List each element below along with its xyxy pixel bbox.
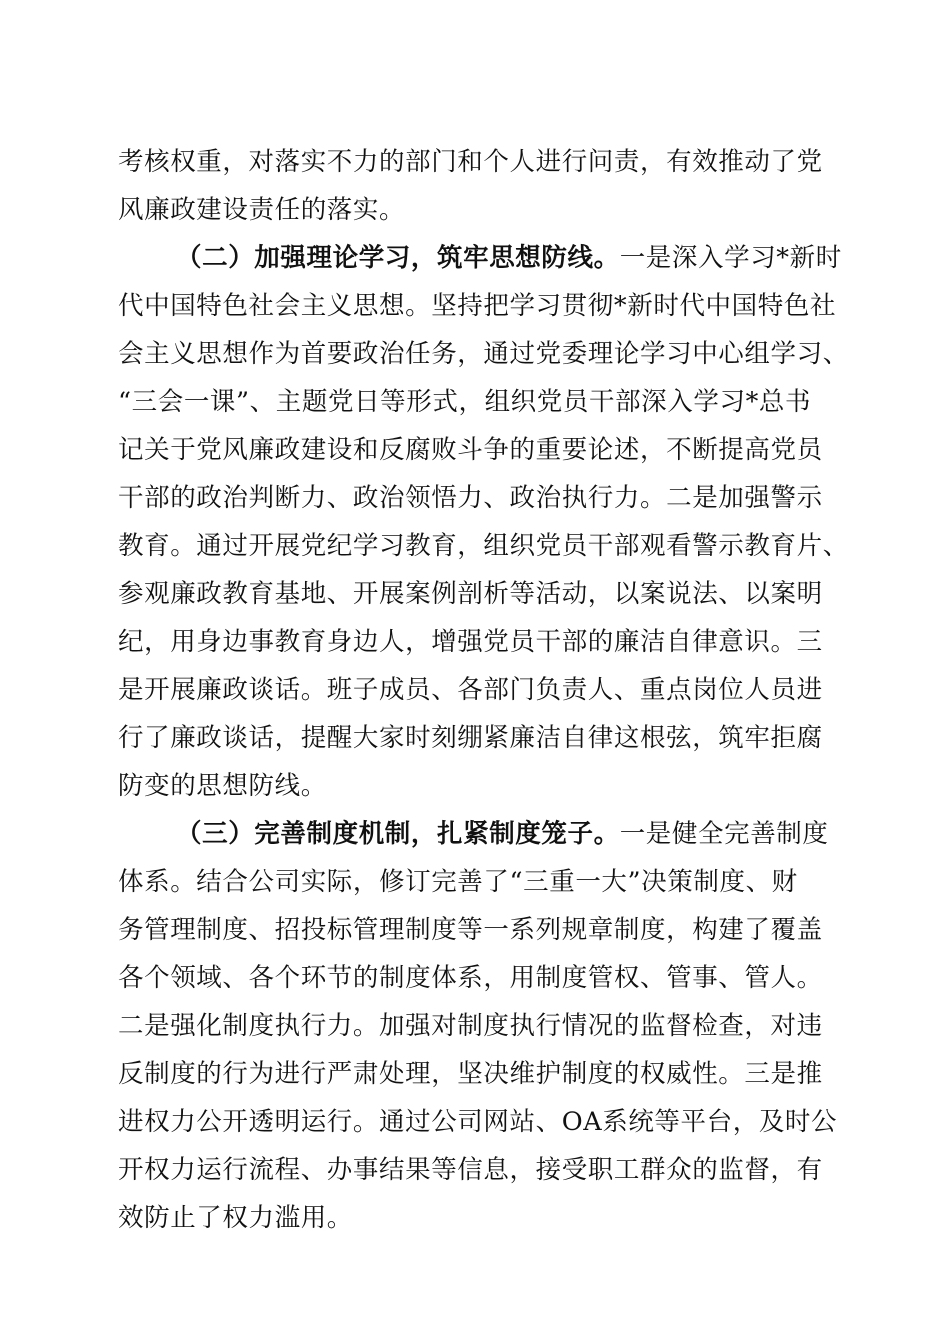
text-line: 记关于党风廉政建设和反腐败斗争的重要论述，不断提高党员: [118, 435, 823, 465]
section-2-heading: （二）加强理论学习，筑牢思想防线。: [176, 243, 620, 273]
section-3-heading: （三）完善制度机制，扎紧制度笼子。: [176, 819, 620, 849]
text-line: 会主义思想作为首要政治任务，通过党委理论学习中心组学习、: [118, 339, 849, 369]
section-3-first-line: [176, 810, 829, 858]
text-line: “三会一课”、主题党日等形式，组织党员干部深入学习*总书: [118, 387, 812, 417]
text-line: 代中国特色社会主义思想。坚持把学习贯彻*新时代中国特色社: [118, 291, 837, 321]
text-line: 行了廉政谈话，提醒大家时刻绷紧廉洁自律这根弦，筑牢拒腐: [118, 723, 823, 753]
text-line: 开权力运行流程、办事结果等信息，接受职工群众的监督，有: [118, 1155, 823, 1185]
text-line: 参观廉政教育基地、开展案例剖析等活动，以案说法、以案明: [118, 579, 823, 609]
text-line: 干部的政治判断力、政治领悟力、政治执行力。二是加强警示: [118, 483, 823, 513]
text-line: 风廉政建设责任的落实。: [118, 195, 406, 225]
text-line: 各个领域、各个环节的制度体系，用制度管权、管事、管人。: [118, 963, 823, 993]
text-line: 是开展廉政谈话。班子成员、各部门负责人、重点岗位人员进: [118, 675, 823, 705]
text-line: 教育。通过开展党纪学习教育，组织党员干部观看警示教育片、: [118, 531, 849, 561]
text-line: 考核权重，对落实不力的部门和个人进行问责，有效推动了党: [118, 147, 823, 177]
text-line: 进权力公开透明运行。通过公司网站、OA系统等平台，及时公: [118, 1107, 838, 1137]
section-2-lead-text: 一是深入学习*新时: [619, 243, 842, 273]
text-line: 纪，用身边事教育身边人，增强党员干部的廉洁自律意识。三: [118, 627, 823, 657]
text-line: 防变的思想防线。: [118, 771, 327, 801]
section-2-first-line: [176, 234, 842, 282]
section-3-lead-text: 一是健全完善制度: [619, 819, 829, 849]
text-line: 效防止了权力滥用。: [118, 1203, 353, 1233]
text-line: 二是强化制度执行力。加强对制度执行情况的监督检查，对违: [118, 1011, 823, 1041]
text-line: 反制度的行为进行严肃处理，坚决维护制度的权威性。三是推: [118, 1059, 823, 1089]
text-line: 务管理制度、招投标管理制度等一系列规章制度，构建了覆盖: [118, 915, 823, 945]
text-line: 体系。结合公司实际，修订完善了“三重一大”决策制度、财: [118, 867, 798, 897]
